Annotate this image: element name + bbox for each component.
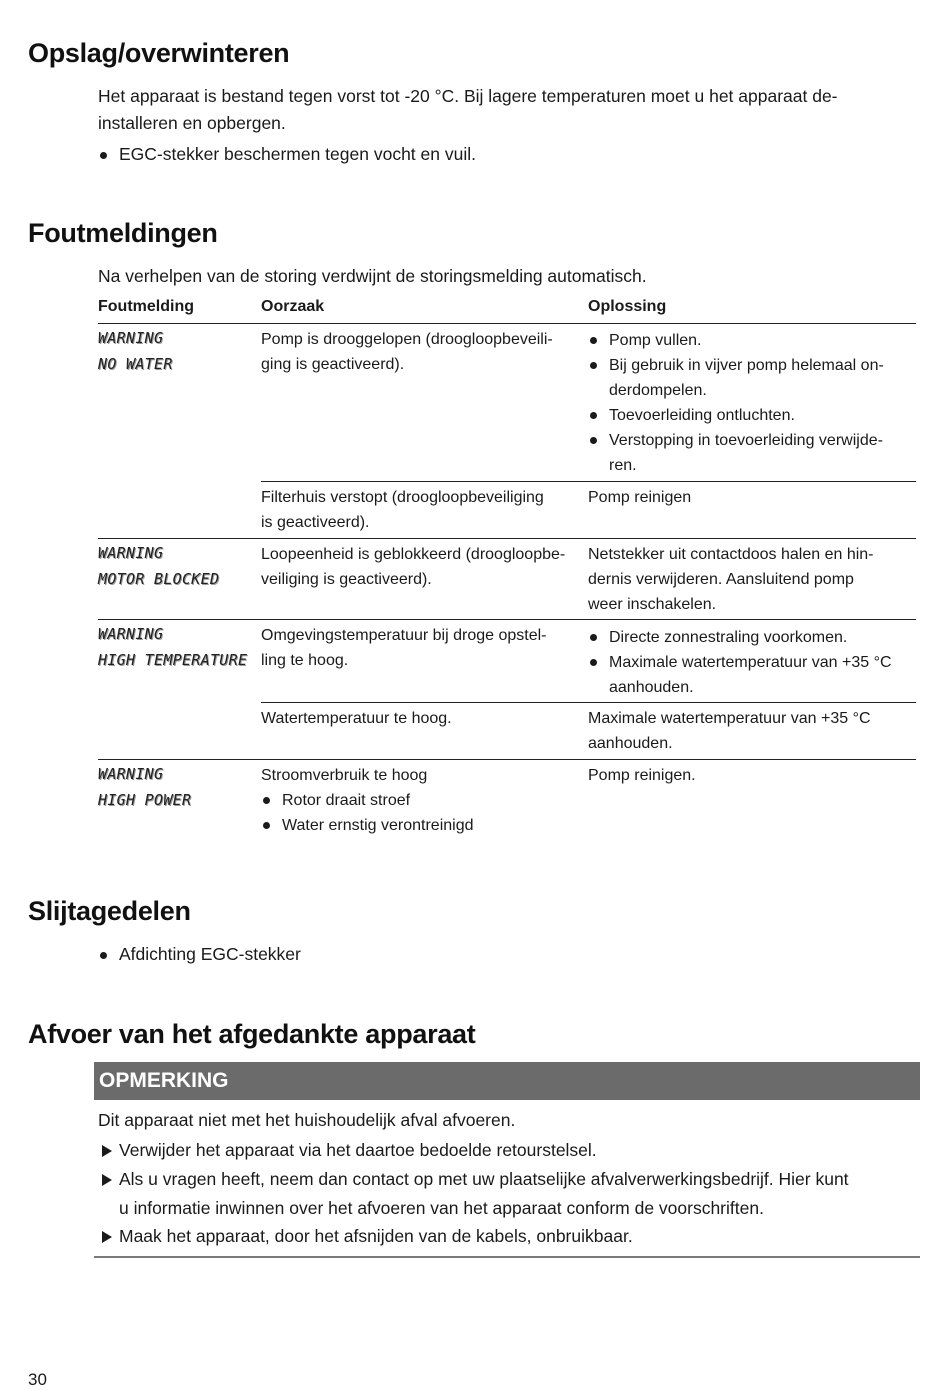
solution-bullet: Maximale watertemperatuur van +35 °C aanhouden.: [588, 650, 913, 700]
cause-motor-blocked: Loopeenheid is geblokkeerd (droogloopbe- veiliging is geactiveerd).: [261, 546, 566, 588]
error-code-high-temperature-line2: HIGH TEMPERATURE: [98, 651, 248, 669]
cause-high-power: Stroomverbruik te hoog Rotor draait stroef Water ernstig verontreinigd: [261, 763, 474, 838]
note-text: Dit apparaat niet met het huishoudelijk afval afvoeren.: [98, 1110, 516, 1130]
error-code-motor-blocked-line2: MOTOR BLOCKED: [98, 570, 220, 588]
solution-bullet: Pomp vullen.: [588, 328, 913, 353]
disposal-step-1: Verwijder het apparaat via het daartoe bedoelde retourstelsel.: [98, 1136, 597, 1165]
cause-no-water-1: Pomp is drooggelopen (droogloopbeveili- ging is geactiveerd).: [261, 331, 553, 373]
error-code-no-water-line2: NO WATER: [98, 355, 173, 373]
cause-high-temperature-1: Omgevingstemperatuur bij droge opstel- ling te hoog.: [261, 627, 547, 669]
row-divider: [98, 619, 916, 620]
solution-high-temperature-2: Maximale watertemperatuur van +35 °C aanhouden.: [588, 710, 871, 752]
solution-bullet: Directe zonnestraling voorkomen.: [588, 625, 913, 650]
storage-heading: Opslag/overwinteren: [28, 38, 290, 68]
cause-high-temperature-2: Watertemperatuur te hoog.: [261, 710, 452, 727]
error-code-motor-blocked-line1: WARNING: [98, 544, 164, 562]
solution-no-water-2: Pomp reinigen: [588, 489, 692, 506]
solution-motor-blocked: Netstekker uit contactdoos halen en hin- dernis verwijderen. Aansluitend pomp weer inschakelen.: [588, 546, 874, 613]
solution-no-water-1: [588, 328, 913, 478]
storage-intro-line2: installeren en opbergen.: [98, 113, 286, 133]
error-code-high-power-line2: HIGH POWER: [98, 791, 192, 809]
errors-intro: Na verhelpen van de storing verdwijnt de storingsmelding automatisch.: [98, 266, 647, 286]
error-code-no-water-line1: WARNING: [98, 329, 164, 347]
row-divider: [261, 481, 916, 482]
page-number: 30: [28, 1370, 47, 1389]
cause-bullet: Water ernstig verontreinigd: [261, 813, 474, 838]
error-code-high-power-line1: WARNING: [98, 765, 164, 783]
table-header-rule: [98, 323, 916, 324]
errors-heading: Foutmeldingen: [28, 218, 218, 248]
storage-bullet: EGC-stekker beschermen tegen vocht en vuil.: [98, 141, 476, 168]
wear-heading: Slijtagedelen: [28, 896, 191, 926]
storage-intro-line1: Het apparaat is bestand tegen vorst tot -20 °C. Bij lagere temperaturen moet u het apparaat de-: [98, 86, 838, 106]
note-label: OPMERKING: [99, 1069, 229, 1092]
solution-bullet: Bij gebruik in vijver pomp helemaal on- derdompelen.: [588, 353, 913, 403]
note-banner: [94, 1062, 920, 1100]
solution-high-power: Pomp reinigen.: [588, 767, 696, 784]
disposal-step-2: Als u vragen heeft, neem dan contact op met uw plaatselijke afvalverwerkingsbedrijf. Hier kunt u informatie inwinnen over het afvoeren van het apparaat conform de voorschriften.: [98, 1165, 849, 1223]
solution-bullet: Toevoerleiding ontluchten.: [588, 403, 913, 428]
row-divider: [261, 702, 916, 703]
row-divider: [98, 538, 916, 539]
error-code-high-temperature-line1: WARNING: [98, 625, 164, 643]
col-header-solution: Oplossing: [588, 298, 667, 315]
disposal-step-3: Maak het apparaat, door het afsnijden van de kabels, onbruikbaar.: [98, 1222, 633, 1251]
note-bottom-rule: [94, 1256, 920, 1258]
solution-high-temperature-1: [588, 625, 913, 700]
disposal-heading: Afvoer van het afgedankte apparaat: [28, 1019, 476, 1049]
wear-bullet: Afdichting EGC-stekker: [98, 941, 301, 968]
row-divider: [98, 759, 916, 760]
col-header-cause: Oorzaak: [261, 298, 325, 315]
cause-bullet: Rotor draait stroef: [261, 788, 474, 813]
col-header-message: Foutmelding: [98, 298, 194, 315]
solution-bullet: Verstopping in toevoerleiding verwijde- ren.: [588, 428, 913, 478]
cause-no-water-2: Filterhuis verstopt (droogloopbeveiliging is geactiveerd).: [261, 489, 544, 531]
